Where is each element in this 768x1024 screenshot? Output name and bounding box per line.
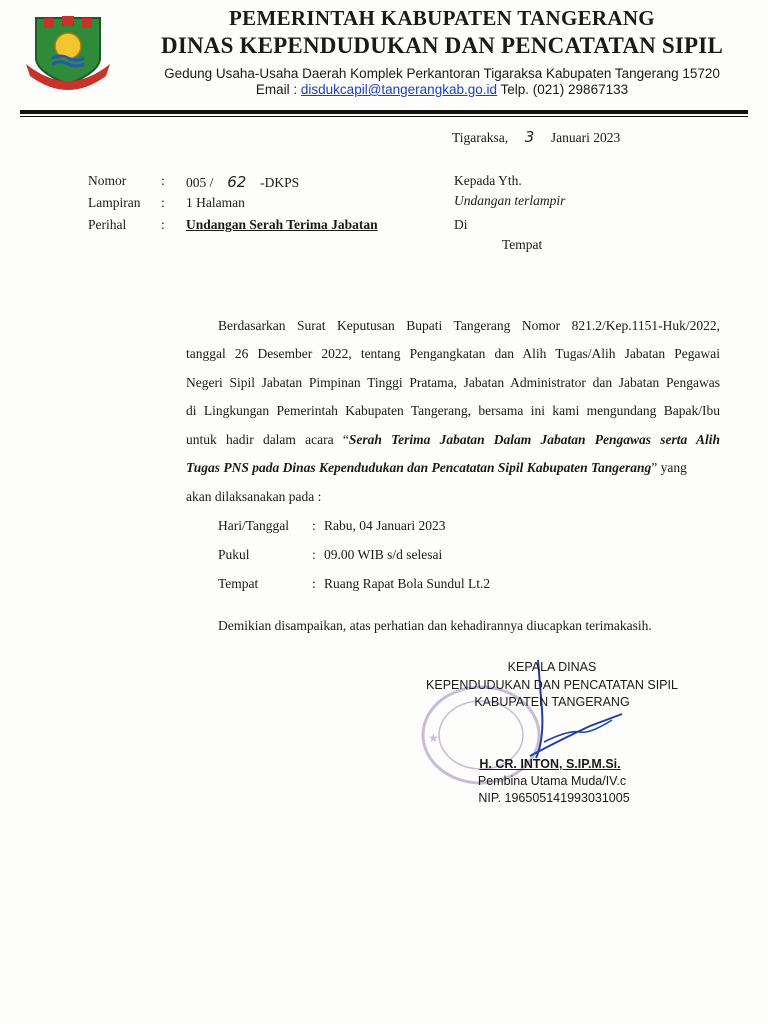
recipient-kepada: Kepada Yth.: [454, 173, 522, 188]
header-rule-thin: [20, 116, 748, 117]
signatory-title-2: KEPENDUDUKAN DAN PENCATATAN SIPIL: [426, 678, 678, 692]
month-year: Januari 2023: [550, 130, 621, 145]
hari-value: Rabu, 04 Januari 2023: [324, 518, 446, 533]
lampiran-value: 1 Halaman: [186, 195, 245, 210]
pukul-value: 09.00 WIB s/d selesai: [324, 547, 443, 562]
perihal-colon: :: [161, 217, 165, 232]
event-title-part-1: Serah Terima Jabatan Dalam Jabatan Pengawas serta Alih: [348, 432, 720, 447]
handwritten-signature: [520, 660, 630, 770]
signatory-rank: Pembina Utama Muda/IV.c: [477, 774, 627, 788]
body-line-2: tanggal 26 Desember 2022, tentang Pengangkatan dan Alih Tugas/Alih Jabatan Pegawai: [186, 346, 720, 361]
body-line-7: akan dilaksanakan pada :: [186, 489, 322, 504]
hari-label: Hari/Tanggal: [218, 518, 290, 533]
nomor-label: Nomor: [88, 173, 127, 188]
regency-logo: [22, 12, 114, 90]
signatory-nip: NIP. 196505141993031005: [478, 791, 630, 805]
body-line-5: untuk hadir dalam acara “Serah Terima Jabatan Dalam Jabatan Pengawas serta Alih: [186, 432, 720, 447]
signatory-title-3: KABUPATEN TANGERANG: [474, 695, 630, 709]
tempat-label: Tempat: [218, 576, 259, 591]
email-link[interactable]: disdukcapil@tangerangkab.go.id: [300, 82, 497, 97]
lampiran-label: Lampiran: [88, 195, 141, 210]
email-label: Email :: [255, 82, 301, 97]
body-line-6: Tugas PNS pada Dinas Kependudukan dan Pencatatan Sipil Kabupaten Tangerang” yang: [186, 460, 687, 475]
pukul-label: Pukul: [218, 547, 250, 562]
header-agency-name: DINAS KEPENDUDUKAN DAN PENCATATAN SIPIL: [161, 33, 723, 58]
body-line-1: Berdasarkan Surat Keputusan Bupati Tangerang Nomor 821.2/Kep.1151-Huk/2022,: [218, 318, 720, 333]
header-government-name: PEMERINTAH KABUPATEN TANGERANG: [229, 6, 655, 30]
recipient-tempat: Tempat: [502, 237, 543, 252]
perihal-value: Undangan Serah Terima Jabatan: [186, 217, 378, 232]
phone-text: Telp. (021) 29867133: [497, 82, 629, 97]
place: Tigaraksa,: [452, 130, 509, 145]
lampiran-colon: :: [161, 195, 165, 210]
svg-text:★: ★: [428, 731, 439, 745]
recipient-to: Undangan terlampir: [454, 193, 566, 208]
header-rule-thick: [20, 110, 748, 114]
header-contact: [132, 82, 752, 97]
signatory-name: H. CR. INTON, S.IP.M.Si.: [479, 757, 621, 771]
recipient-di: Di: [454, 217, 468, 232]
tempat-value: Ruang Rapat Bola Sundul Lt.2: [324, 576, 491, 591]
nomor-value: 005 / 62 -DKPS: [186, 173, 300, 191]
handwritten-number: 62: [227, 173, 247, 191]
tempat-colon: :: [312, 576, 316, 591]
header-address: Gedung Usaha-Usaha Daerah Komplek Perkantoran Tigaraksa Kabupaten Tangerang 15720: [164, 66, 720, 81]
hari-colon: :: [312, 518, 316, 533]
perihal-label: Perihal: [88, 217, 127, 232]
closing-sentence: Demikian disampaikan, atas perhatian dan kehadirannya diucapkan terimakasih.: [218, 618, 652, 633]
body-line-3: Negeri Sipil Jabatan Pimpinan Tinggi Pratama, Jabatan Administrator dan Jabatan Pengawas: [186, 375, 720, 390]
signatory-title-1: KEPALA DINAS: [507, 660, 597, 674]
handwritten-day: 3: [524, 128, 535, 146]
event-title-part-2: Tugas PNS pada Dinas Kependudukan dan Pencatatan Sipil Kabupaten Tangerang: [186, 460, 652, 475]
pukul-colon: :: [312, 547, 316, 562]
place-date: [452, 128, 620, 146]
nomor-colon: :: [161, 173, 165, 188]
body-line-4: di Lingkungan Pemerintah Kabupaten Tangerang, bersama ini kami mengundang Bapak/Ibu: [186, 403, 720, 418]
